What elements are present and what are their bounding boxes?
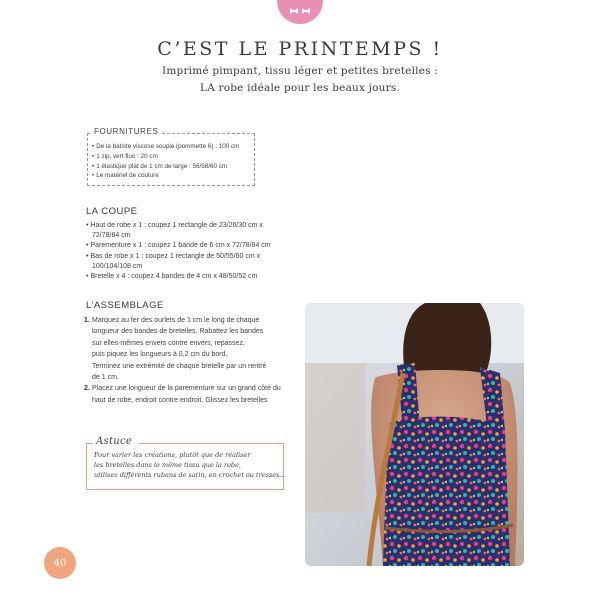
cutting-item: • Haut de robe x 1 : coupez 1 rectangle de 23/26/30 cm x 72/78/84 cm (86, 222, 263, 240)
subtitle-line-2: LA robe idéale pour les beaux jours. (200, 82, 400, 94)
dress-photo-illustration (305, 303, 524, 566)
supplies-title: FOURNITURES (94, 127, 159, 136)
model-photo (305, 303, 524, 566)
cutting-item: • Bretelle x 4 : coupez 4 bandes de 4 cm x 48/50/52 cm (86, 273, 258, 281)
assembly-steps (84, 315, 294, 406)
subtitle-line-1: Imprimé pimpant, tissu léger et petites bretelles : (162, 65, 438, 77)
cutting-item: • Parementure x 1 : coupez 1 bande de 6 cm x 72/78/84 cm (86, 242, 271, 250)
tip-body: Pour varier les créations, plutôt que de réaliser les bretelles dans le même tissu que la robe, utilisez différents rubans de satin, en crochet ou tressés… (94, 451, 286, 479)
cutting-heading: LA COUPE (86, 206, 138, 217)
supplies-item: • 1 élastique plat de 1 cm de large : 56/58/60 cm (92, 162, 239, 172)
supplies-item: • De la batiste viscose souple (pommette 6) : 100 cm (92, 142, 239, 152)
cutting-item: • Bas de robe x 1 : coupez 1 rectangle de 50/55/60 cm x 100/104/108 cm (86, 252, 261, 270)
supplies-list (92, 142, 239, 181)
supplies-item: • Le matériel de couture (92, 171, 239, 181)
assembly-step: 1. Marquez au fer des ourlets de 1 cm le long de chaque longueur des bandes de bretelles. Rabattez les bandes sur elles-mêmes envers contre envers, repassez, puis piquez les longueurs à 0,2 cm du bord. Terminez une extrémité de chaque bretelle par un rentré de 1 cm. (84, 317, 267, 382)
step-number: 2. (84, 385, 90, 393)
step-number: 1. (84, 317, 90, 324)
supplies-item: • 1 zip, vert fluo : 20 cm (92, 152, 239, 162)
assembly-step: 2. Placez une longueur de la parementure sur un grand côté du haut de robe, endroit contre endroit. Glissez les bretelles (84, 385, 281, 404)
bows-icon (288, 6, 312, 18)
tip-box (86, 436, 286, 490)
assembly-heading: L’ASSEMBLAGE (86, 300, 164, 311)
tip-title: Astuce (96, 436, 133, 447)
section-badge (277, 0, 323, 24)
cutting-list (86, 221, 296, 282)
supplies-box (87, 127, 255, 186)
page-title: C’EST LE PRINTEMPS ! (157, 38, 443, 60)
page-number: 40 (44, 547, 76, 579)
